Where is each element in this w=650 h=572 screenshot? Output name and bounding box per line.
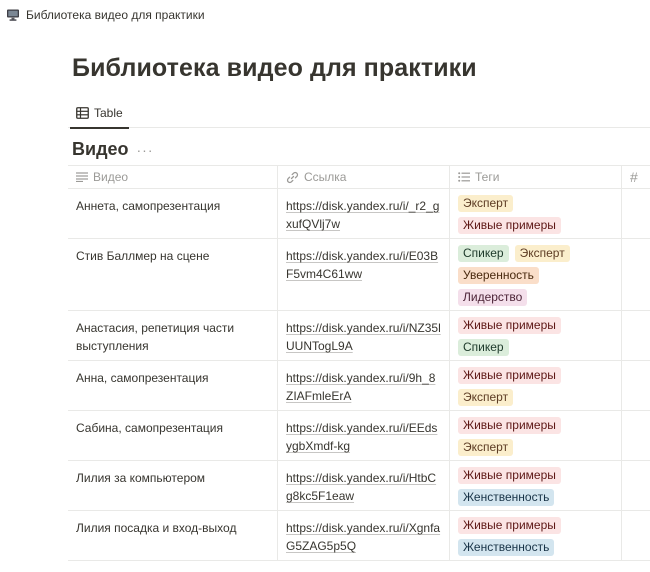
number-cell[interactable] [622, 239, 650, 310]
table-row[interactable] [68, 361, 650, 411]
table-body [68, 189, 650, 561]
table-row[interactable] [68, 311, 650, 361]
table-icon [76, 107, 89, 119]
tags-cell[interactable] [450, 361, 622, 410]
table-header [68, 165, 650, 189]
tag-badge: Спикер [458, 245, 509, 262]
video-title-cell[interactable]: Аннета, самопрезентация [68, 189, 278, 238]
number-cell[interactable] [622, 311, 650, 360]
tag-badge: Женственность [458, 489, 554, 506]
link-cell[interactable]: https://disk.yandex.ru/i/_r2_gxufQVlj7w [278, 189, 450, 238]
tab-table[interactable] [70, 98, 129, 128]
column-header-video[interactable]: Видео [68, 166, 278, 188]
link-cell[interactable]: https://disk.yandex.ru/i/E03BF5vm4C61ww [278, 239, 450, 310]
link-cell[interactable]: https://disk.yandex.ru/i/XgnfaG5ZAG5p5Q [278, 511, 450, 560]
table-row[interactable] [68, 189, 650, 239]
tag-badge: Эксперт [515, 245, 570, 262]
tag-badge: Эксперт [458, 389, 513, 406]
tag-badge: Эксперт [458, 195, 513, 212]
number-cell[interactable] [622, 411, 650, 460]
breadcrumb[interactable]: Библиотека видео для практики [26, 8, 205, 22]
tag-badge: Уверенность [458, 267, 539, 284]
column-header-link[interactable]: Ссылка [278, 166, 450, 188]
tag-badge: Спикер [458, 339, 509, 356]
tags-cell[interactable] [450, 189, 622, 238]
video-title-cell[interactable]: Сабина, самопрезентация [68, 411, 278, 460]
tag-badge: Живые примеры [458, 417, 561, 434]
tags-cell[interactable] [450, 311, 622, 360]
column-header-tags[interactable]: Теги [450, 166, 622, 188]
page-title: Библиотека видео для практики [72, 54, 477, 82]
text-lines-icon [76, 172, 88, 182]
number-cell[interactable] [622, 461, 650, 510]
video-title-cell[interactable]: Анастасия, репетиция части выступления [68, 311, 278, 360]
link-cell[interactable]: https://disk.yandex.ru/i/HtbCg8kc5F1eaw [278, 461, 450, 510]
tags-cell[interactable] [450, 239, 622, 310]
list-icon [458, 172, 470, 182]
tags-cell[interactable] [450, 461, 622, 510]
tag-badge: Живые примеры [458, 317, 561, 334]
table-row[interactable] [68, 511, 650, 561]
table-row[interactable] [68, 461, 650, 511]
tag-badge: Живые примеры [458, 467, 561, 484]
view-tabs [68, 98, 650, 128]
link-cell[interactable]: https://disk.yandex.ru/i/EEdsygbXmdf-kg [278, 411, 450, 460]
database-table [68, 165, 650, 561]
video-title-cell[interactable]: Стив Баллмер на сцене [68, 239, 278, 310]
top-bar [0, 0, 650, 30]
table-row[interactable] [68, 239, 650, 311]
video-title-cell[interactable]: Анна, самопрезентация [68, 361, 278, 410]
link-icon [286, 171, 299, 184]
database-header [72, 139, 154, 160]
tag-badge: Эксперт [458, 439, 513, 456]
video-title-cell[interactable]: Лилия за компьютером [68, 461, 278, 510]
computer-icon [6, 8, 20, 22]
tag-badge: Женственность [458, 539, 554, 556]
video-title-cell[interactable]: Лилия посадка и вход-выход [68, 511, 278, 560]
number-cell[interactable] [622, 511, 650, 560]
more-options-button[interactable]: ··· [136, 141, 154, 158]
link-cell[interactable]: https://disk.yandex.ru/i/NZ35lUUNTogL9A [278, 311, 450, 360]
link-cell[interactable]: https://disk.yandex.ru/i/9h_8ZIAFmleErA [278, 361, 450, 410]
number-cell[interactable] [622, 189, 650, 238]
tags-cell[interactable] [450, 411, 622, 460]
column-header-number[interactable] [622, 166, 650, 188]
number-cell[interactable] [622, 361, 650, 410]
tag-badge: Живые примеры [458, 367, 561, 384]
tab-table-label: Table [94, 106, 123, 120]
number-icon: # [630, 169, 638, 185]
table-row[interactable] [68, 411, 650, 461]
database-title[interactable]: Видео [72, 139, 129, 159]
tag-badge: Живые примеры [458, 217, 561, 234]
tag-badge: Живые примеры [458, 517, 561, 534]
tag-badge: Лидерство [458, 289, 527, 306]
tags-cell[interactable] [450, 511, 622, 560]
